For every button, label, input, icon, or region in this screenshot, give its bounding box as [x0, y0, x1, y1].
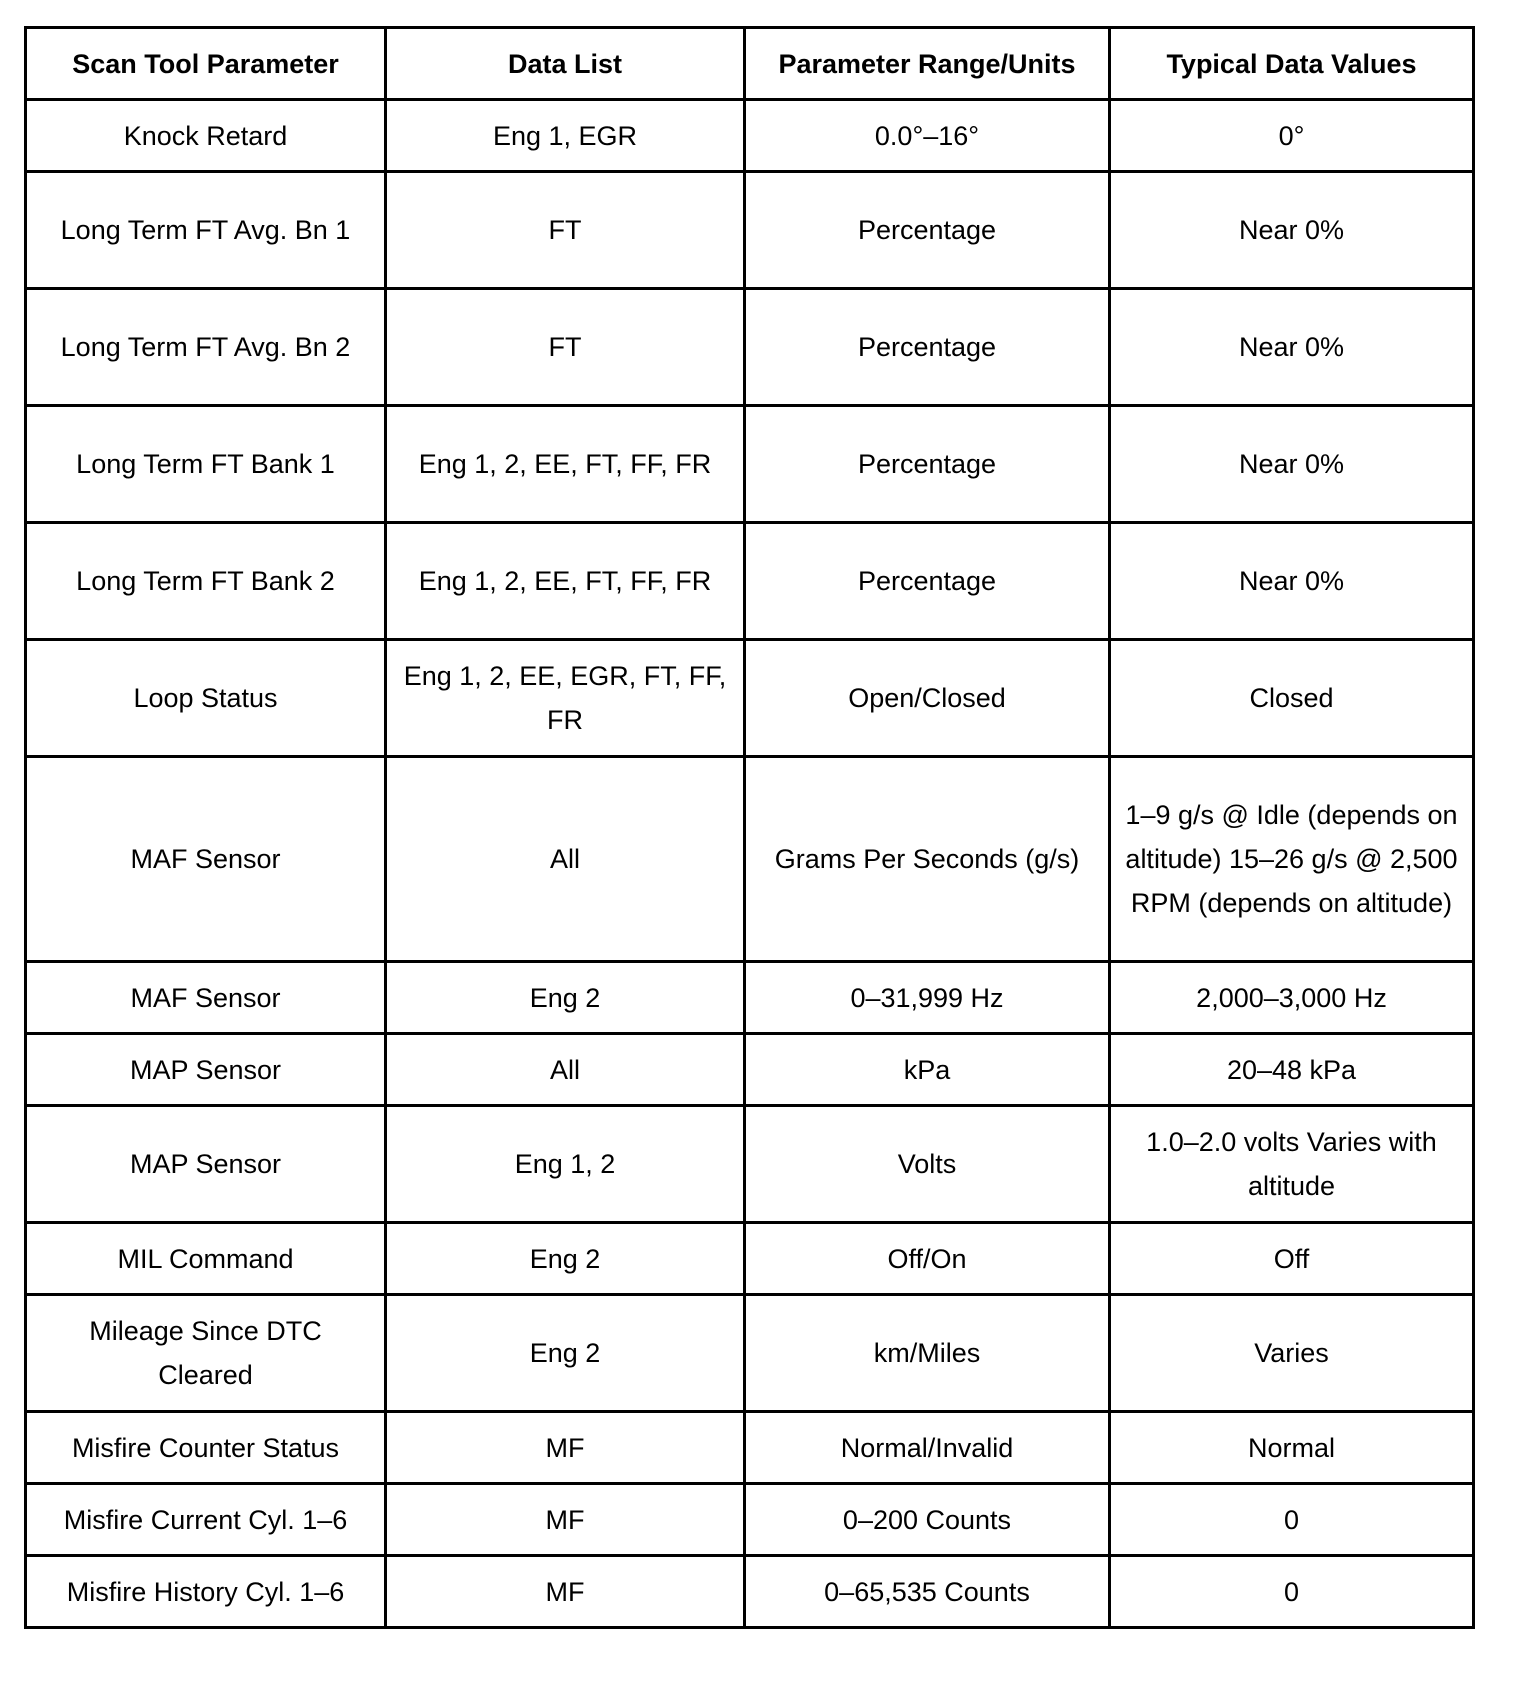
cell-data-list: Eng 2 [386, 1295, 745, 1412]
cell-typical-value: Off [1110, 1223, 1474, 1295]
table-row [26, 1412, 1474, 1484]
cell-range-units: Grams Per Seconds (g/s) [745, 757, 1110, 962]
cell-data-list: MF [386, 1484, 745, 1556]
cell-data-list: All [386, 1034, 745, 1106]
table-row [26, 1223, 1474, 1295]
table-row [26, 1484, 1474, 1556]
cell-range-units: Percentage [745, 523, 1110, 640]
cell-data-list: FT [386, 289, 745, 406]
cell-parameter: Misfire Counter Status [26, 1412, 386, 1484]
cell-range-units: 0–200 Counts [745, 1484, 1110, 1556]
table-row [26, 406, 1474, 523]
cell-typical-value: 1.0–2.0 volts Varies with altitude [1110, 1106, 1474, 1223]
table-row [26, 523, 1474, 640]
cell-typical-value: 2,000–3,000 Hz [1110, 962, 1474, 1034]
cell-typical-value: Near 0% [1110, 406, 1474, 523]
cell-parameter: Long Term FT Avg. Bn 1 [26, 172, 386, 289]
cell-typical-value: 0 [1110, 1556, 1474, 1628]
cell-range-units: kPa [745, 1034, 1110, 1106]
table-header-row [26, 28, 1474, 100]
cell-data-list: Eng 1, 2, EE, FT, FF, FR [386, 406, 745, 523]
header-data-list: Data List [386, 28, 745, 100]
table-row [26, 1295, 1474, 1412]
cell-data-list: All [386, 757, 745, 962]
cell-range-units: km/Miles [745, 1295, 1110, 1412]
header-typical-data-values: Typical Data Values [1110, 28, 1474, 100]
cell-typical-value: Varies [1110, 1295, 1474, 1412]
cell-range-units: Off/On [745, 1223, 1110, 1295]
table-row [26, 289, 1474, 406]
cell-typical-value: Closed [1110, 640, 1474, 757]
cell-data-list: Eng 1, EGR [386, 100, 745, 172]
cell-typical-value: Near 0% [1110, 289, 1474, 406]
cell-parameter: MAP Sensor [26, 1034, 386, 1106]
cell-parameter: Long Term FT Bank 2 [26, 523, 386, 640]
cell-data-list: Eng 2 [386, 962, 745, 1034]
cell-range-units: Normal/Invalid [745, 1412, 1110, 1484]
table-row [26, 1556, 1474, 1628]
cell-typical-value: Normal [1110, 1412, 1474, 1484]
cell-typical-value: Near 0% [1110, 523, 1474, 640]
cell-data-list: FT [386, 172, 745, 289]
cell-typical-value: 0° [1110, 100, 1474, 172]
header-parameter-range-units: Parameter Range/Units [745, 28, 1110, 100]
table-row [26, 962, 1474, 1034]
cell-parameter: MAF Sensor [26, 962, 386, 1034]
table-row [26, 172, 1474, 289]
cell-parameter: Mileage Since DTC Cleared [26, 1295, 386, 1412]
cell-range-units: Volts [745, 1106, 1110, 1223]
cell-typical-value: 0 [1110, 1484, 1474, 1556]
cell-typical-value: 20–48 kPa [1110, 1034, 1474, 1106]
cell-data-list: Eng 1, 2, EE, EGR, FT, FF, FR [386, 640, 745, 757]
cell-parameter: Knock Retard [26, 100, 386, 172]
cell-range-units: Percentage [745, 172, 1110, 289]
table-row [26, 1034, 1474, 1106]
cell-data-list: MF [386, 1556, 745, 1628]
cell-range-units: 0.0°–16° [745, 100, 1110, 172]
cell-range-units: 0–65,535 Counts [745, 1556, 1110, 1628]
cell-parameter: Long Term FT Bank 1 [26, 406, 386, 523]
cell-typical-value: Near 0% [1110, 172, 1474, 289]
cell-data-list: Eng 2 [386, 1223, 745, 1295]
cell-range-units: Percentage [745, 289, 1110, 406]
cell-data-list: Eng 1, 2 [386, 1106, 745, 1223]
cell-range-units: 0–31,999 Hz [745, 962, 1110, 1034]
cell-parameter: Misfire History Cyl. 1–6 [26, 1556, 386, 1628]
table-row [26, 100, 1474, 172]
scan-tool-parameter-table [24, 26, 1475, 1629]
cell-parameter: Loop Status [26, 640, 386, 757]
cell-parameter: Long Term FT Avg. Bn 2 [26, 289, 386, 406]
cell-range-units: Open/Closed [745, 640, 1110, 757]
header-scan-tool-parameter: Scan Tool Parameter [26, 28, 386, 100]
table-row [26, 1106, 1474, 1223]
cell-parameter: MIL Command [26, 1223, 386, 1295]
cell-range-units: Percentage [745, 406, 1110, 523]
cell-parameter: MAF Sensor [26, 757, 386, 962]
table-row [26, 757, 1474, 962]
cell-data-list: Eng 1, 2, EE, FT, FF, FR [386, 523, 745, 640]
cell-parameter: Misfire Current Cyl. 1–6 [26, 1484, 386, 1556]
cell-data-list: MF [386, 1412, 745, 1484]
cell-typical-value: 1–9 g/s @ Idle (depends on altitude) 15–26 g/s @ 2,500 RPM (depends on altitude) [1110, 757, 1474, 962]
table-row [26, 640, 1474, 757]
cell-parameter: MAP Sensor [26, 1106, 386, 1223]
